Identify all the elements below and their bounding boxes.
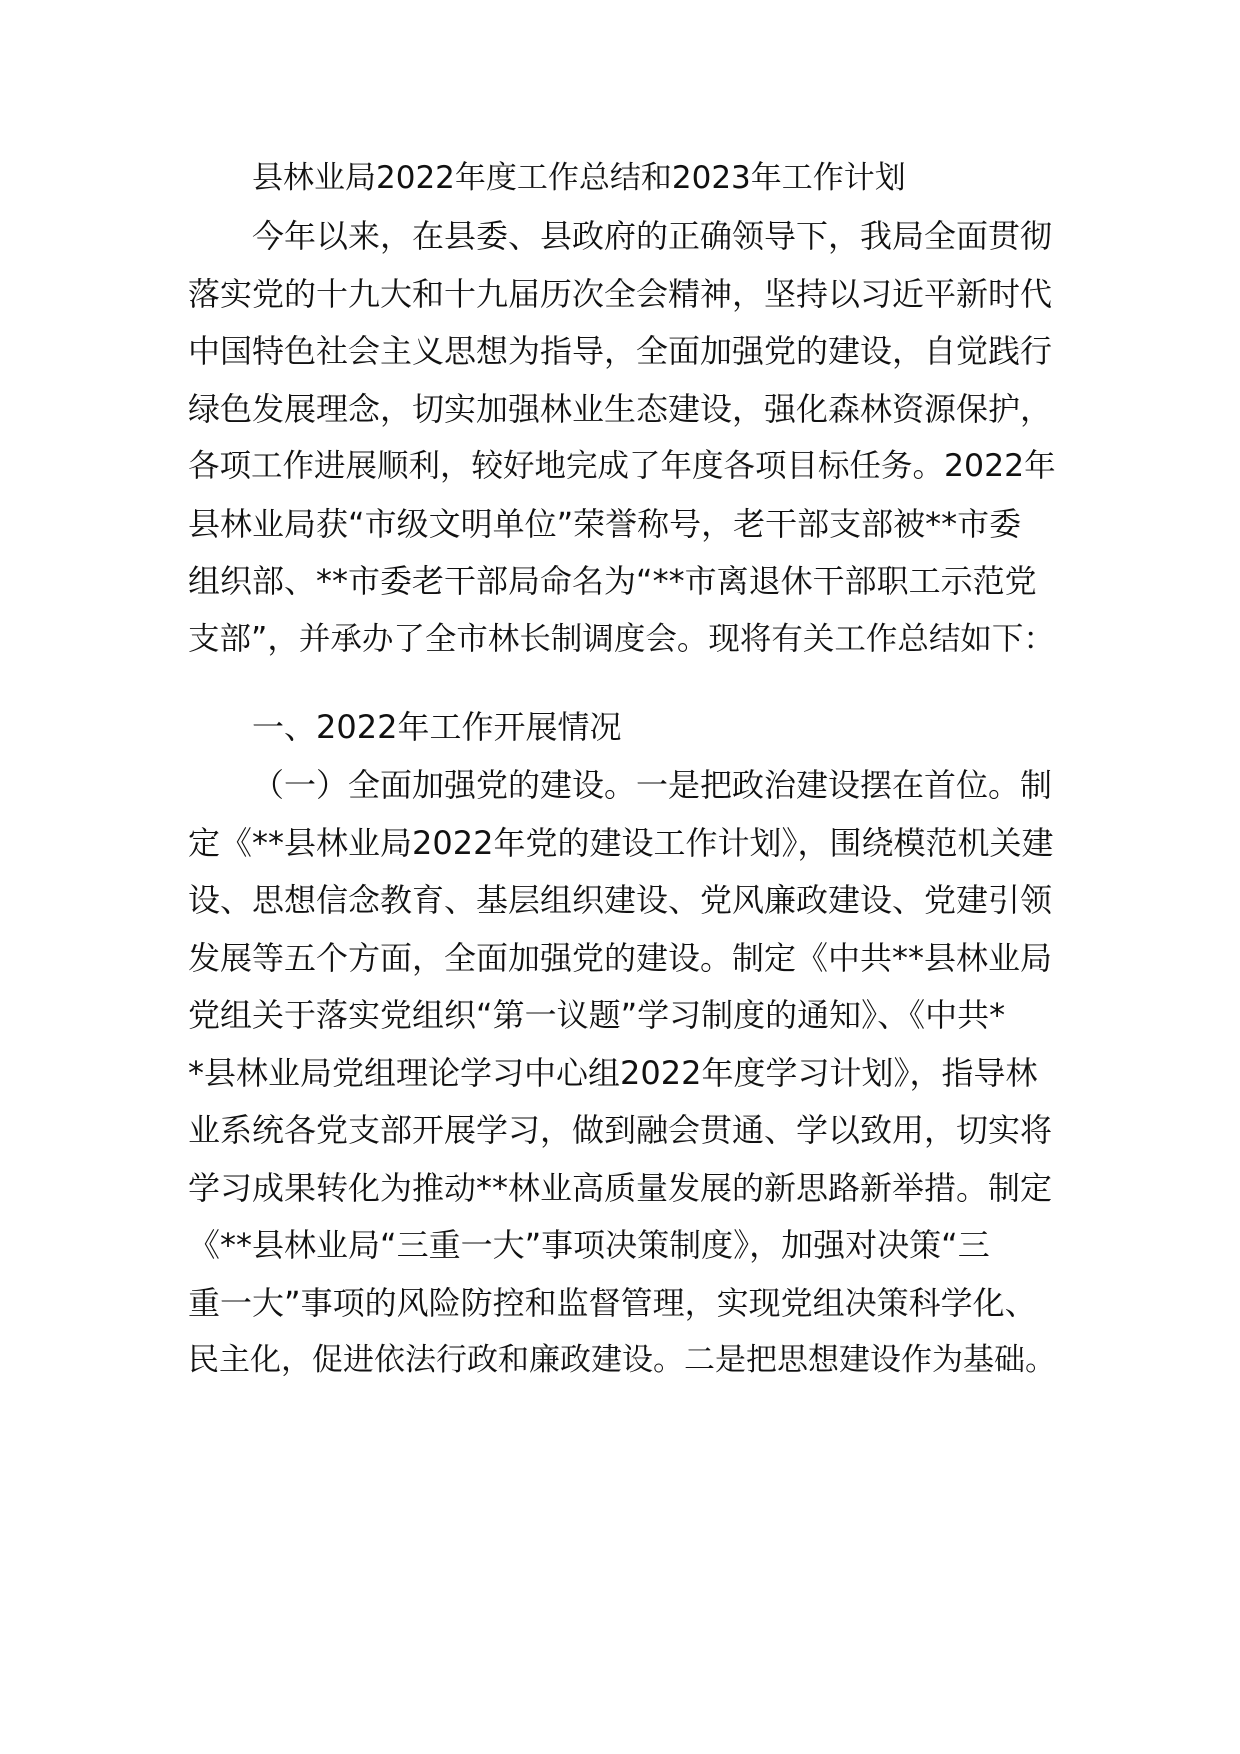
section-line-2: 定《**县林业局2022年党的建设工作计划》，围绕模范机关建 <box>188 824 1054 862</box>
section-line-11: 民主化，促进依法行政和廉政建设。二是把思想建设作为基础。 <box>188 1342 1056 1378</box>
document-title: 县林业局2022年度工作总结和2023年工作计划 <box>252 160 906 196</box>
section-line-6: *县林业局党组理论学习中心组2022年度学习计划》，指导林 <box>188 1054 1038 1092</box>
intro-line-5: 各项工作进展顺利，较好地完成了年度各项目标任务。2022年 <box>188 448 1056 484</box>
section-line-4: 发展等五个方面，全面加强党的建设。制定《中共**县林业局 <box>188 939 1053 977</box>
intro-line-1: 今年以来，在县委、县政府的正确领导下，我局全面贯彻 <box>252 217 1053 255</box>
intro-line-8: 支部”，并承办了全市林长制调度会。现将有关工作总结如下： <box>188 621 1055 657</box>
intro-line-7: 组织部、**市委老干部局命名为“**市离退休干部职工示范党 <box>188 562 1037 600</box>
section-line-7: 业系统各党支部开展学习，做到融会贯通、学以致用，切实将 <box>188 1111 1053 1149</box>
intro-line-6: 县林业局获“市级文明单位”荣誉称号，老干部支部被**市委 <box>188 505 1022 543</box>
section-line-3: 设、思想信念教育、基层组织建设、党风廉政建设、党建引领 <box>188 881 1053 919</box>
section-line-10: 重一大”事项的风险防控和监督管理，实现党组决策科学化、 <box>188 1284 1037 1322</box>
section-line-8: 学习成果转化为推动**林业高质量发展的新思路新举措。制定 <box>188 1169 1053 1207</box>
section-line-9: 《**县林业局“三重一大”事项决策制度》，加强对决策“三 <box>188 1226 990 1264</box>
section-line-5: 党组关于落实党组织“第一议题”学习制度的通知》、《中共* <box>188 996 1006 1034</box>
section-heading: 一、2022年工作开展情况 <box>252 708 622 746</box>
section-line-1: （一）全面加强党的建设。一是把政治建设摆在首位。制 <box>252 766 1053 804</box>
intro-line-4: 绿色发展理念，切实加强林业生态建设，强化森林资源保护， <box>188 390 1053 428</box>
intro-line-2: 落实党的十九大和十九届历次全会精神，坚持以习近平新时代 <box>188 275 1053 313</box>
intro-line-3: 中国特色社会主义思想为指导，全面加强党的建设，自觉践行 <box>188 332 1053 370</box>
